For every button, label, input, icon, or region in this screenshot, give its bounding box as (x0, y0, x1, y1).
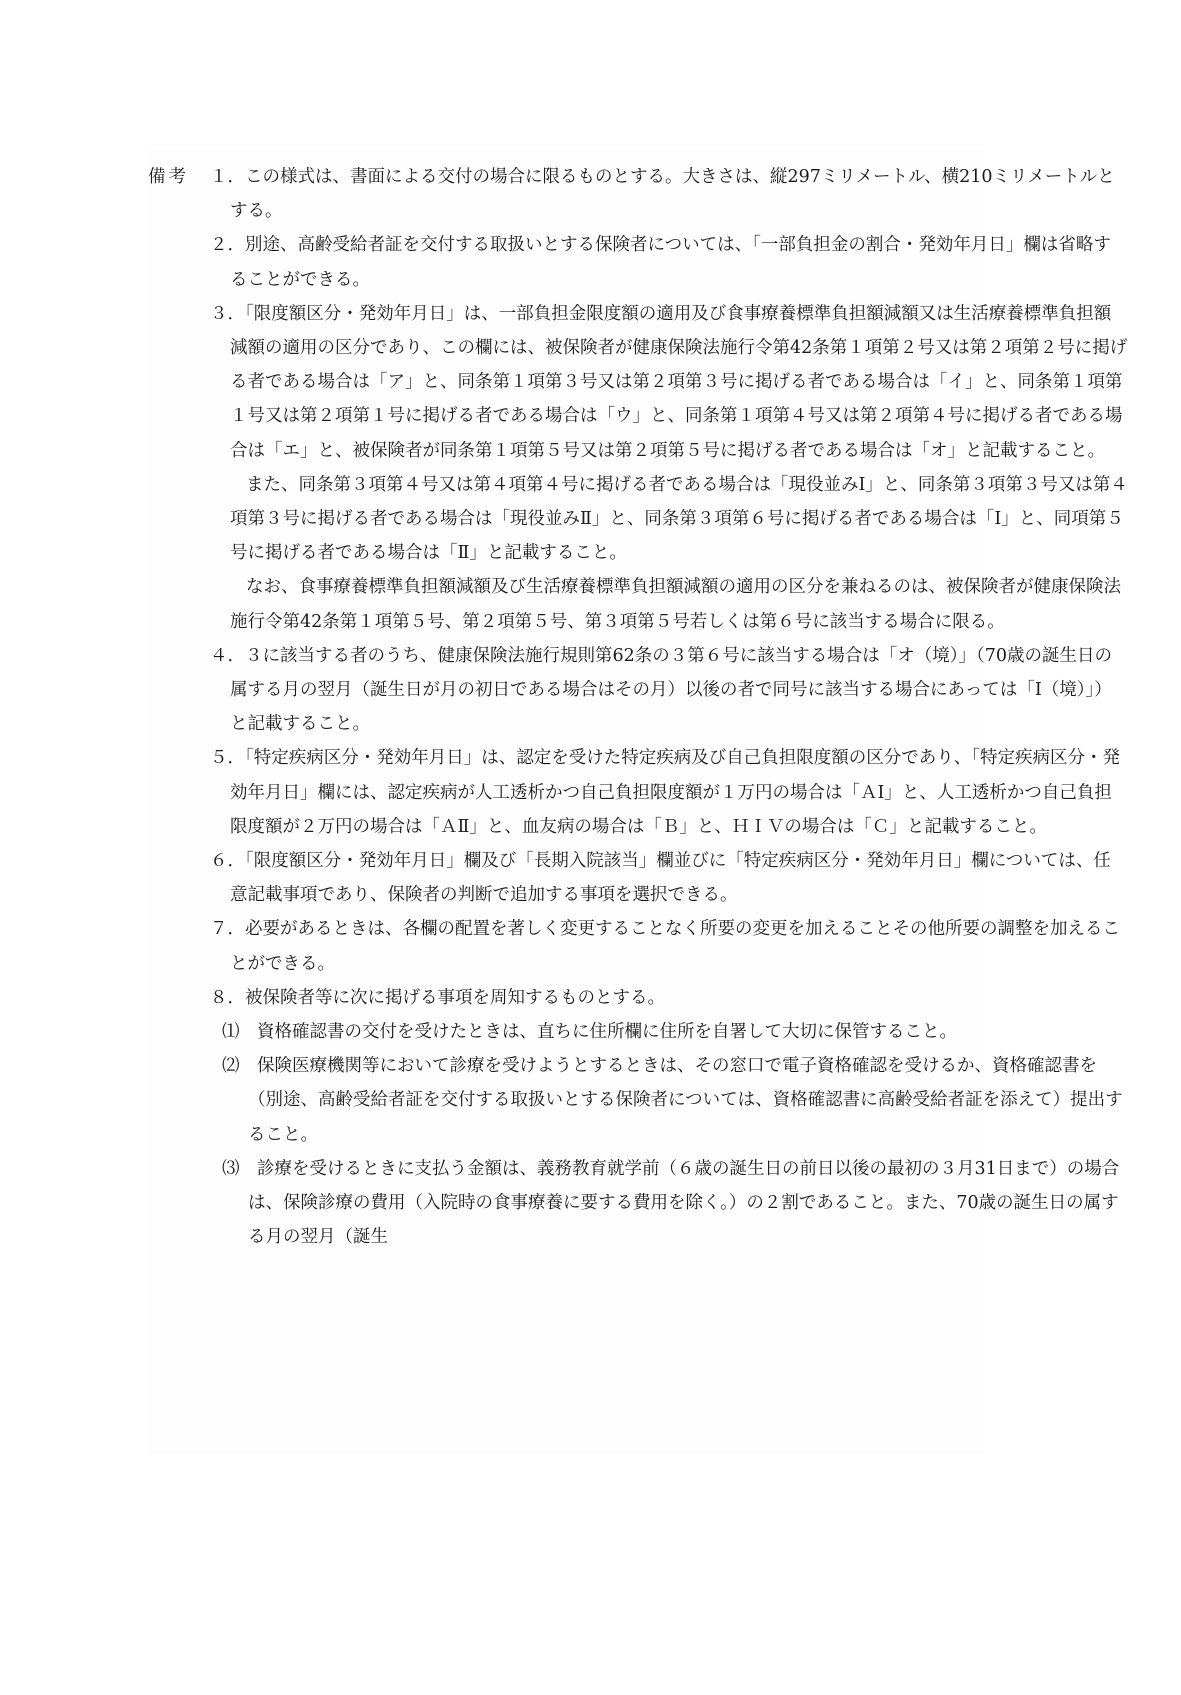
remarks-item-8: ８．被保険者等に次に掲げる事項を周知するものとする。 (210, 987, 665, 1008)
remarks-subitem-2: ⑵ 保険医療機関等において診療を受けようとするときは、その窓口で電子資格確認を受けるか、資格確認書を（別途、高齢受給者証を交付する取扱いとする保険者については、資格確認書に高齢受給者証を添えて）提出すること。 (222, 1056, 1123, 1145)
remarks-item-7: ７．必要があるときは、各欄の配置を著しく変更することなく所要の変更を加えることその他所要の調整を加えることができる。 (210, 919, 1120, 974)
remarks-label: 備考 (148, 167, 189, 187)
remarks-item-4: ４．３に該当する者のうち、健康保険法施行規則第62条の３第６号に該当する場合は「オ（境）」（70歳の誕生日の属する月の翌月（誕生日が月の初日である場合はその月）以後の者で同号に該当する場合にあっては「Ⅰ（境）」）と記載すること。 (210, 645, 1113, 735)
remarks-item-2: ２．別途、高齢受給者証を交付する取扱いとする保険者については、「一部負担金の割合・発効年月日」欄は省略することができる。 (210, 235, 1111, 290)
remarks-item-6: ６．「限度額区分・発効年月日」欄及び「長期入院該当」欄並びに「特定疾病区分・発効年月日」欄については、任意記載事項であり、保険者の判断で追加する事項を選択できる。 (210, 851, 1111, 906)
remarks-block (148, 150, 1128, 1455)
remarks-list (210, 160, 1128, 1255)
remarks-subitem-3: ⑶ 診療を受けるときに支払う金額は、義務教育就学前（６歳の誕生日の前日以後の最初の３月31日まで）の場合は、保険診療の費用（入院時の食事療養に要する費用を除く。）の２割であること。また、70歳の誕生日の属する月の翌月（誕生 (222, 1158, 1120, 1248)
remarks-subitem-1: ⑴ 資格確認書の交付を受けたときは、直ちに住所欄に住所を自署して大切に保管すること。 (222, 1022, 957, 1043)
remarks-item-3-continuation-2: なお、食事療養標準負担額減額及び生活療養標準負担額減額の適用の区分を兼ねるのは、被保険者が健康保険法施行令第42条第１項第５号、第２項第５号、第３項第５号若しくは第６号に該当する場合に限る。 (230, 577, 1121, 632)
remarks-item-3: ３．「限度額区分・発効年月日」は、一部負担金限度額の適用及び食事療養標準負担額減額又は生活療養標準負担額減額の適用の区分であり、この欄には、被保険者が健康保険法施行令第42条第１項第２号又は第２項第２号に掲げる者である場合は「ア」と、同条第１項第３号又は第２項第３号に掲げる者である場合は「イ」と、同条第１項第１号又は第２項第１号に掲げる者である場合は「ウ」と、同条第１項第４号又は第２項第４号に掲げる者である場合は「エ」と、被保険者が同条第１項第５号又は第２項第５号に掲げる者である場合は「オ」と記載すること。 (210, 303, 1128, 461)
remarks-item-1: １．この様式は、書面による交付の場合に限るものとする。大きさは、縦297ミリメートル、横210ミリメートルとする。 (210, 167, 1115, 222)
remarks-item-3-continuation-1: また、同条第３項第４号又は第４項第４号に掲げる者である場合は「現役並みⅠ」と、同条第３項第３号又は第４項第３号に掲げる者である場合は「現役並みⅡ」と、同条第３項第６号に掲げる者である場合は「Ⅰ」と、同項第５号に掲げる者である場合は「Ⅱ」と記載すること。 (230, 474, 1128, 564)
remarks-item-5: ５．「特定疾病区分・発効年月日」は、認定を受けた特定疾病及び自己負担限度額の区分であり、「特定疾病区分・発効年月日」欄には、認定疾病が人工透析かつ自己負担限度額が１万円の場合は「ＡⅠ」と、人工透析かつ自己負担限度額が２万円の場合は「ＡⅡ」と、血友病の場合は「Ｂ」と、ＨＩＶの場合は「Ｃ」と記載すること。 (210, 748, 1120, 837)
